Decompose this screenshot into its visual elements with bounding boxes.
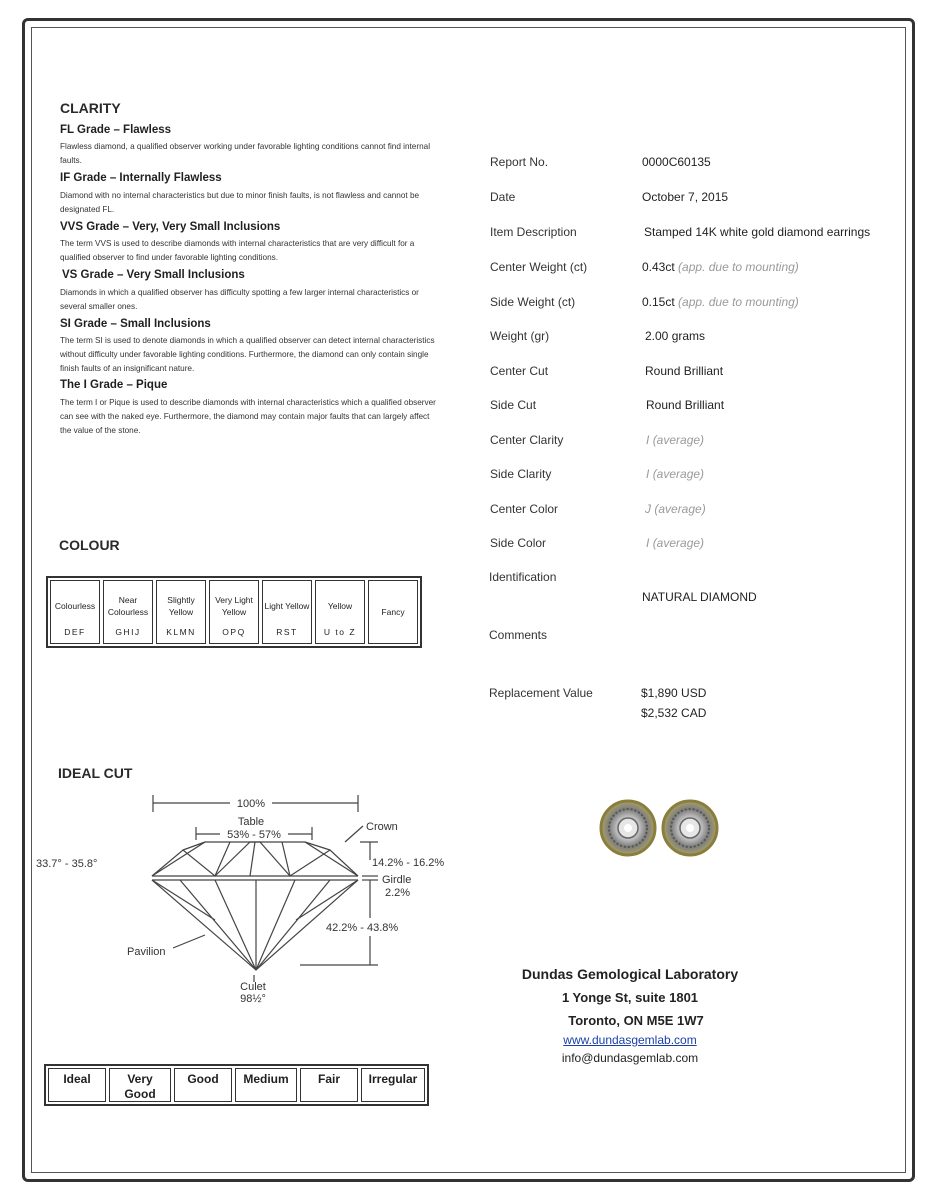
- lab-email[interactable]: info@dundasgemlab.com: [561, 1051, 699, 1065]
- cut-grade-medium: Medium: [235, 1068, 297, 1102]
- weight-gr-label: Weight (gr): [490, 329, 550, 343]
- report-no-value: 0000C60135: [642, 155, 711, 169]
- center-cut-label: Center Cut: [490, 364, 549, 378]
- grade-vvs-title: VVS Grade – Very, Very Small Inclusions: [60, 221, 281, 233]
- side-color-label: Side Color: [490, 536, 547, 550]
- replacement-usd: $1,890 USD: [641, 686, 707, 700]
- colour-label: Light Yellow: [264, 601, 310, 611]
- side-weight-label: Side Weight (ct): [490, 295, 576, 309]
- grade-si-title: SI Grade – Small Inclusions: [60, 318, 211, 330]
- side-clarity-label: Side Clarity: [490, 467, 552, 481]
- dim-pavilion-depth: 42.2% - 43.8%: [326, 922, 399, 934]
- dim-pavilion: Pavilion: [127, 946, 166, 958]
- replacement-cad: $2,532 CAD: [641, 706, 707, 720]
- center-weight-note: (app. due to mounting): [678, 260, 799, 274]
- grade-si-desc: The term SI is used to denote diamonds in which a qualified observer can detect internal characteristics without difficulty under favorable lighting conditions. Furthermore, the diamond can only contain single finish faults of an insignificant nature.: [60, 336, 435, 373]
- colour-code: GHIJ: [115, 627, 141, 637]
- grade-i-title: The I Grade – Pique: [60, 379, 168, 391]
- center-color-label: Center Color: [490, 502, 559, 516]
- side-weight-amount: 0.15ct: [642, 295, 675, 309]
- colour-code: U to Z: [323, 627, 357, 637]
- colour-label: Very Light Yellow: [215, 595, 253, 617]
- dim-total: 100%: [236, 798, 266, 810]
- date-label: Date: [490, 190, 516, 204]
- grade-fl-title: FL Grade – Flawless: [60, 124, 172, 136]
- side-clarity-value: [646, 467, 704, 481]
- clarity-title: CLARITY: [60, 100, 121, 116]
- center-clarity-note: (average): [652, 433, 705, 447]
- center-weight-label: Center Weight (ct): [490, 260, 588, 274]
- side-cut-value: Round Brilliant: [646, 398, 725, 412]
- date-value: October 7, 2015: [642, 190, 729, 204]
- colour-title: COLOUR: [59, 537, 120, 553]
- earring-left: [601, 801, 655, 855]
- lab-address-line2: Toronto, ON M5E 1W7: [568, 1013, 704, 1028]
- comments-label: Comments: [489, 628, 548, 642]
- side-weight-value: [642, 295, 799, 309]
- identification-value: NATURAL DIAMOND: [642, 590, 757, 604]
- dim-culet-angle: 98½°: [240, 993, 266, 1005]
- item-description-value: Stamped 14K white gold diamond earrings: [644, 225, 871, 239]
- earrings-photo: [595, 795, 725, 865]
- dim-girdle-pct: 2.2%: [385, 887, 411, 899]
- center-weight-value: [642, 260, 799, 274]
- side-weight-note: (app. due to mounting): [678, 295, 799, 309]
- dim-culet: Culet: [240, 981, 266, 993]
- grade-if-title: IF Grade – Internally Flawless: [60, 172, 222, 184]
- cut-grade-ideal: Ideal: [48, 1068, 106, 1102]
- dim-table-pct: 53% - 57%: [227, 829, 281, 841]
- grade-i-desc: The term I or Pique is used to describe diamonds with internal characteristics which a qualified observer can see with the naked eye. Furthermore, the diamond may contain major faults that can largely affect the value of the stone.: [60, 398, 436, 435]
- dim-crown-angle: 33.7° - 35.8°: [36, 858, 98, 870]
- cut-grade-table: [44, 1064, 429, 1106]
- grade-fl-desc: Flawless diamond, a qualified observer working under favorable lighting conditions cannot find internal faults.: [60, 142, 431, 165]
- lab-name: Dundas Gemological Laboratory: [521, 966, 739, 982]
- dim-girdle: Girdle: [382, 874, 412, 886]
- colour-label: Slightly Yellow: [167, 595, 195, 617]
- colour-label: Fancy: [381, 607, 405, 617]
- center-clarity-label: Center Clarity: [490, 433, 564, 447]
- cut-grade-fair: Fair: [300, 1068, 358, 1102]
- center-color-grade: J: [645, 502, 651, 516]
- weight-gr-value: 2.00 grams: [645, 329, 706, 343]
- cut-grade-very-good: Very Good: [109, 1068, 171, 1102]
- dim-crown-height: 14.2% - 16.2%: [372, 857, 445, 869]
- center-weight-amount: 0.43ct: [642, 260, 675, 274]
- colour-code: RST: [276, 627, 298, 637]
- side-color-value: [646, 536, 704, 550]
- side-clarity-grade: I: [646, 467, 650, 481]
- center-color-value: [645, 502, 706, 516]
- dim-crown: Crown: [366, 821, 398, 833]
- lab-website-link[interactable]: www.dundasgemlab.com: [563, 1033, 697, 1047]
- report-no-label: Report No.: [490, 155, 549, 169]
- side-clarity-note: (average): [652, 467, 705, 481]
- identification-label: Identification: [489, 570, 557, 584]
- center-clarity-grade: I: [646, 433, 650, 447]
- ideal-cut-title: IDEAL CUT: [58, 765, 133, 781]
- center-color-note: (average): [654, 502, 706, 516]
- dim-table-label: Table: [237, 816, 265, 828]
- lab-address-line1: 1 Yonge St, suite 1801: [561, 990, 699, 1005]
- colour-label: Colourless: [54, 601, 96, 611]
- center-cut-value: Round Brilliant: [645, 364, 724, 378]
- side-cut-label: Side Cut: [490, 398, 537, 412]
- colour-code: KLMN: [166, 627, 196, 637]
- cut-grade-irregular: Irregular: [361, 1068, 425, 1102]
- cut-grade-good: Good: [174, 1068, 232, 1102]
- colour-label: Near Colourless: [107, 595, 149, 617]
- grade-vs-desc: Diamonds in which a qualified observer has difficulty spotting a few larger internal characteristics or several smaller ones.: [60, 288, 419, 311]
- side-color-note: (average): [652, 536, 705, 550]
- item-description-label: Item Description: [490, 225, 577, 239]
- replacement-value-label: Replacement Value: [489, 686, 593, 700]
- colour-code: DEF: [64, 627, 86, 637]
- grade-vs-title: VS Grade – Very Small Inclusions: [62, 269, 245, 281]
- colour-label: Yellow: [327, 601, 353, 611]
- colour-code: OPQ: [222, 627, 246, 637]
- earring-right: [663, 801, 717, 855]
- grade-vvs-desc: The term VVS is used to describe diamonds with internal characteristics that are very difficult for a qualified observer to find under favorable lighting conditions.: [60, 239, 415, 262]
- center-clarity-value: [646, 433, 704, 447]
- side-color-grade: I: [646, 536, 650, 550]
- grade-if-desc: Diamond with no internal characteristics but due to minor finish faults, is not flawless and cannot be designated FL.: [60, 191, 420, 214]
